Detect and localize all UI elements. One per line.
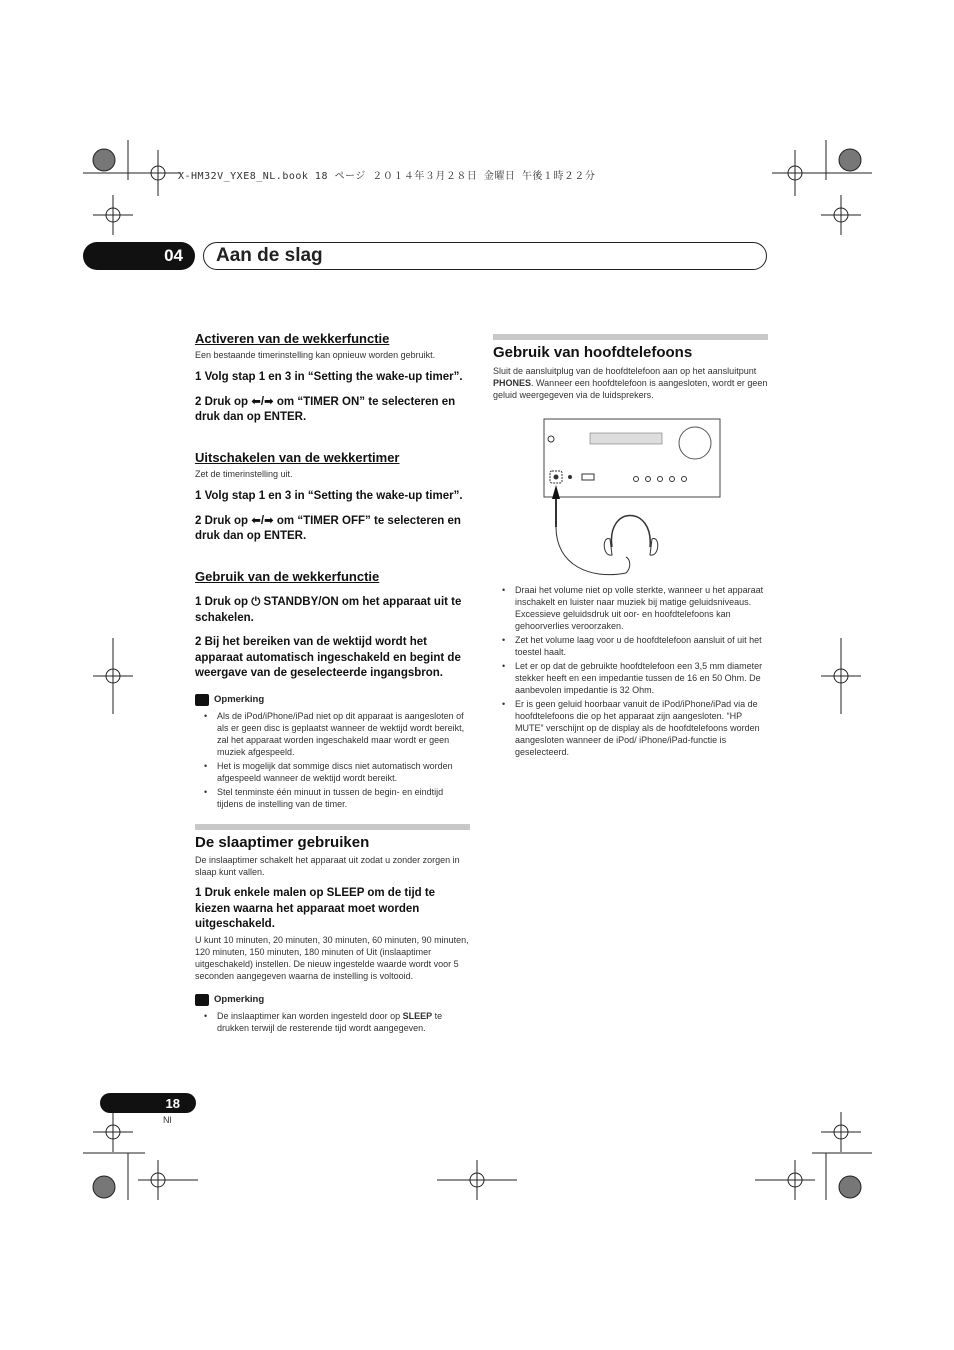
language-code: Nl — [163, 1115, 172, 1125]
step-2: 2 Bij het bereiken van de wektijd wordt het apparaat automatisch ingeschakeld en begint de weergave van de geselecteerde ingangsbron. — [195, 636, 461, 679]
section-heading: Gebruik van hoofdtelefoons — [493, 344, 693, 361]
section-sleep-timer — [195, 834, 470, 1036]
section-activate-alarm — [195, 331, 470, 426]
note-list — [195, 710, 470, 810]
step-1: 1 Druk enkele malen op SLEEP om de tijd te kiezen waarna het apparaat moet worden uitgeschakeld. — [195, 887, 436, 930]
step-1-detail: U kunt 10 minuten, 20 minuten, 30 minuten, 60 minuten, 90 minuten, 120 minuten, 150 minuten, 180 minuten of Uit (inslaaptimer uitgeschakeld) instellen. De nieuw ingestelde waarde wordt voor 5 seconden aangegeven waarna de instelling is voltooid. — [195, 934, 469, 981]
list-item: • Let er op dat de gebruikte hoofdtelefoon een 3,5 mm diameter stekker heeft en een impedantie tussen de 16 en 50 Ohm. De aanbevolen impedantie is 32 Ohm. — [515, 660, 768, 696]
headphones-connection-illustration — [540, 415, 730, 580]
file-info-line: X-HM32V_YXE8_NL.book 18 ページ ２０１４年３月２８日 金曜日 午後１時２２分 — [178, 171, 596, 182]
section-divider — [195, 824, 470, 830]
headphones-bullets — [493, 584, 768, 760]
chapter-title: Aan de slag — [203, 242, 767, 270]
section-divider — [493, 334, 768, 340]
step-2: 2 Druk op ⬅/➡ om “TIMER ON” te selecteren en druk dan op ENTER. — [195, 395, 456, 423]
note-heading: Opmerking — [195, 694, 470, 706]
list-item: • Draai het volume niet op volle sterkte, wanneer u het apparaat inschakelt en luister naar muziek bij matige geluidsniveaus. Excessieve geluidsdruk uit oor- en hoofdtelefoons kan gehoorverlies veroorzaken. — [515, 584, 768, 632]
list-item: • Zet het volume laag voor u de hoofdtelefoon aansluit of uit het toestel haalt. — [515, 634, 768, 658]
chapter-number-badge: 04 — [83, 242, 195, 270]
page-number: 18 — [100, 1093, 196, 1113]
note-list — [195, 1010, 470, 1034]
section-heading: De slaaptimer gebruiken — [195, 834, 370, 851]
section-heading: Uitschakelen van de wekkertimer — [195, 450, 400, 465]
list-item: • Stel tenminste één minuut in tussen de begin- en eindtijd tijdens de instelling van de timer. — [217, 786, 470, 810]
section-use-alarm — [195, 569, 470, 812]
note-icon — [195, 994, 209, 1006]
section-heading: Activeren van de wekkerfunctie — [195, 331, 390, 346]
section-intro: De inslaaptimer schakelt het apparaat uit zodat u zonder zorgen in slaap kunt vallen. — [195, 855, 460, 877]
step-1: 1 Druk op ⏻ STANDBY/ON om het apparaat uit te schakelen. — [195, 596, 462, 624]
list-item: • Er is geen geluid hoorbaar vanuit de iPod/iPhone/iPad via de hoofdtelefoons die op het apparaat zijn aangesloten. “HP MUTE” verschijnt op de display als de hoofdtelefoons worden aangesloten wanneer de iPod/ iPhone/iPad-functie is geselecteerd. — [515, 698, 768, 758]
section-disable-alarm — [195, 450, 470, 545]
note-icon — [195, 694, 209, 706]
section-intro: Zet de timerinstelling uit. — [195, 469, 293, 479]
section-intro: Een bestaande timerinstelling kan opnieuw worden gebruikt. — [195, 350, 436, 360]
section-headphones — [493, 344, 768, 401]
step-1: 1 Volg stap 1 en 3 in “Setting the wake-up timer”. — [195, 371, 463, 383]
step-1: 1 Volg stap 1 en 3 in “Setting the wake-up timer”. — [195, 490, 463, 502]
section-heading: Gebruik van de wekkerfunctie — [195, 569, 380, 584]
list-item: • Het is mogelijk dat sommige discs niet automatisch worden afgespeeld wanneer de wektijd wordt bereikt. — [217, 760, 470, 784]
bullet-list — [493, 584, 768, 758]
step-2: 2 Druk op ⬅/➡ om “TIMER OFF” te selecteren en druk dan op ENTER. — [195, 514, 461, 542]
list-item: • De inslaaptimer kan worden ingesteld door op SLEEP te drukken terwijl de resterende tijd wordt aangegeven. — [217, 1010, 470, 1034]
note-heading: Opmerking — [195, 994, 470, 1006]
list-item: • Als de iPod/iPhone/iPad niet op dit apparaat is aangesloten of als er geen disc is geplaatst wanneer de wektijd wordt bereikt, zal het apparaat worden ingeschakeld maar wordt er geen muziek afgespeeld. — [217, 710, 470, 758]
section-intro: Sluit de aansluitplug van de hoofdtelefoon aan op het aansluitpunt PHONES. Wanneer een hoofdtelefoon is aangesloten, wordt er geen geluid weergegeven via de luidsprekers. — [493, 366, 768, 400]
